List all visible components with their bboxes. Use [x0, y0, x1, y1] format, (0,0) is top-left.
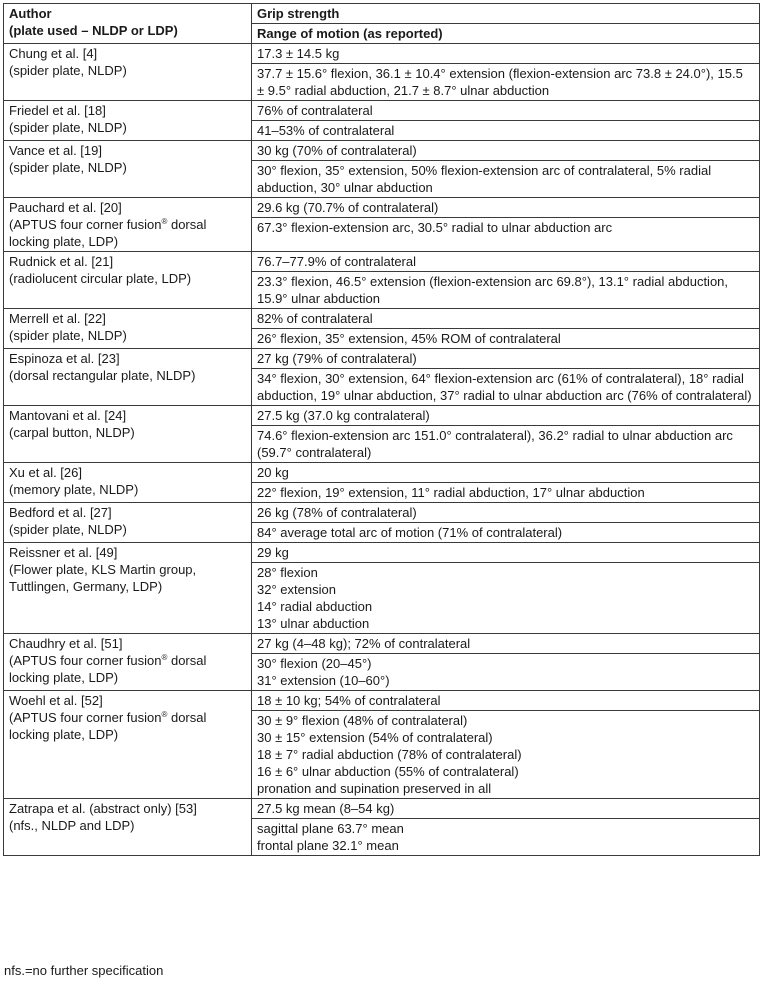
plate-description [9, 216, 245, 250]
study-row [4, 634, 760, 654]
study-row [4, 44, 760, 64]
author-name: Chung et al. [4] [9, 46, 98, 61]
header-range-of-motion: Range of motion (as reported) [252, 24, 760, 44]
range-of-motion-line: 30° flexion, 35° extension, 50% flexion-extension arc of contralateral, 5% radial abduction, 30° ulnar abduction [257, 163, 712, 195]
author-cell [4, 252, 252, 309]
grip-strength-cell: 27.5 kg mean (8–54 kg) [252, 799, 760, 819]
range-of-motion-cell [252, 819, 760, 856]
range-of-motion-cell [252, 426, 760, 463]
study-row [4, 799, 760, 819]
range-of-motion-line: 32° extension [257, 582, 336, 597]
study-row [4, 349, 760, 369]
results-table [3, 3, 760, 856]
range-of-motion-cell [252, 329, 760, 349]
header-author-cell [4, 4, 252, 44]
range-of-motion-line: 31° extension (10–60°) [257, 673, 390, 688]
author-name: Chaudhry et al. [51] [9, 636, 123, 651]
range-of-motion-cell [252, 563, 760, 634]
range-of-motion-line: 13° ulnar abduction [257, 616, 370, 631]
plate-description [9, 561, 245, 595]
plate-description [9, 817, 245, 834]
registered-mark: ® [161, 710, 168, 719]
author-name: Zatrapa et al. (abstract only) [53] [9, 801, 197, 816]
plate-text: (spider plate, NLDP) [9, 63, 127, 78]
grip-strength-cell: 26 kg (78% of contralateral) [252, 503, 760, 523]
author-name: Xu et al. [26] [9, 465, 82, 480]
plate-text: dorsal locking plate, LDP) [9, 653, 207, 685]
range-of-motion-line: 22° flexion, 19° extension, 11° radial abduction, 17° ulnar abduction [257, 485, 645, 500]
study-row [4, 503, 760, 523]
range-of-motion-cell [252, 711, 760, 799]
author-cell [4, 349, 252, 406]
plate-description [9, 709, 245, 743]
range-of-motion-line: sagittal plane 63.7° mean [257, 821, 404, 836]
range-of-motion-cell [252, 121, 760, 141]
range-of-motion-line: 18 ± 7° radial abduction (78% of contralateral) [257, 747, 522, 762]
study-row [4, 543, 760, 563]
range-of-motion-line: 84° average total arc of motion (71% of contralateral) [257, 525, 563, 540]
range-of-motion-line: 14° radial abduction [257, 599, 373, 614]
plate-text: (APTUS four corner fusion [9, 653, 162, 668]
study-row [4, 463, 760, 483]
range-of-motion-line: 34° flexion, 30° extension, 64° flexion-extension arc (61% of contralateral), 18° radial abduction, 19° ulnar abduction, 37° radial to ulnar abduction arc (76% of contralateral) [257, 371, 752, 403]
range-of-motion-line: 28° flexion [257, 565, 318, 580]
range-of-motion-cell [252, 369, 760, 406]
range-of-motion-cell [252, 218, 760, 252]
range-of-motion-line: 30° flexion (20–45°) [257, 656, 372, 671]
author-cell [4, 691, 252, 799]
plate-text: dorsal locking plate, LDP) [9, 217, 207, 249]
study-row [4, 406, 760, 426]
range-of-motion-line: 74.6° flexion-extension arc 151.0° contralateral), 36.2° radial to ulnar abduction arc (59.7° contralateral) [257, 428, 733, 460]
grip-strength-cell: 27.5 kg (37.0 kg contralateral) [252, 406, 760, 426]
author-cell [4, 141, 252, 198]
study-row [4, 198, 760, 218]
plate-text: (spider plate, NLDP) [9, 120, 127, 135]
author-cell [4, 543, 252, 634]
grip-strength-cell: 82% of contralateral [252, 309, 760, 329]
grip-strength-cell: 76% of contralateral [252, 101, 760, 121]
grip-strength-cell: 20 kg [252, 463, 760, 483]
plate-description [9, 481, 245, 498]
range-of-motion-line: 26° flexion, 35° extension, 45% ROM of contralateral [257, 331, 561, 346]
range-of-motion-cell [252, 483, 760, 503]
author-cell [4, 503, 252, 543]
plate-description [9, 270, 245, 287]
range-of-motion-cell [252, 654, 760, 691]
range-of-motion-line: 67.3° flexion-extension arc, 30.5° radial to ulnar abduction arc [257, 220, 613, 235]
grip-strength-cell: 29.6 kg (70.7% of contralateral) [252, 198, 760, 218]
grip-strength-cell: 27 kg (4–48 kg); 72% of contralateral [252, 634, 760, 654]
study-row [4, 252, 760, 272]
registered-mark: ® [161, 653, 168, 662]
plate-description [9, 327, 245, 344]
plate-text: dorsal locking plate, LDP) [9, 710, 207, 742]
plate-description [9, 652, 245, 686]
plate-text: (APTUS four corner fusion [9, 217, 162, 232]
grip-strength-cell: 30 kg (70% of contralateral) [252, 141, 760, 161]
registered-mark: ® [161, 217, 168, 226]
grip-strength-cell: 17.3 ± 14.5 kg [252, 44, 760, 64]
range-of-motion-line: 30 ± 9° flexion (48% of contralateral) [257, 713, 468, 728]
range-of-motion-line: 16 ± 6° ulnar abduction (55% of contralateral) [257, 764, 519, 779]
header-author-sublabel: (plate used – NLDP or LDP) [9, 23, 178, 38]
author-name: Woehl et al. [52] [9, 693, 103, 708]
header-author-label: Author [9, 6, 52, 21]
plate-text: (APTUS four corner fusion [9, 710, 162, 725]
author-cell [4, 406, 252, 463]
grip-strength-cell: 29 kg [252, 543, 760, 563]
table-footnote: nfs.=no further specification [4, 963, 164, 978]
author-name: Vance et al. [19] [9, 143, 102, 158]
author-name: Pauchard et al. [20] [9, 200, 122, 215]
grip-strength-cell: 18 ± 10 kg; 54% of contralateral [252, 691, 760, 711]
author-cell [4, 634, 252, 691]
plate-text: (carpal button, NLDP) [9, 425, 135, 440]
range-of-motion-cell [252, 523, 760, 543]
range-of-motion-line: 30 ± 15° extension (54% of contralateral) [257, 730, 493, 745]
plate-text: (spider plate, NLDP) [9, 328, 127, 343]
range-of-motion-line: frontal plane 32.1° mean [257, 838, 399, 853]
range-of-motion-line: 37.7 ± 15.6° flexion, 36.1 ± 10.4° extension (flexion-extension arc 73.8 ± 24.0°), 15.5 ± 9.5° radial abduction, 21.7 ± 8.7° ulnar abduction [257, 66, 743, 98]
author-name: Bedford et al. [27] [9, 505, 112, 520]
author-cell [4, 309, 252, 349]
range-of-motion-line: pronation and supination preserved in all [257, 781, 492, 796]
author-name: Reissner et al. [49] [9, 545, 118, 560]
plate-text: (radiolucent circular plate, LDP) [9, 271, 192, 286]
header-row [4, 4, 760, 24]
author-cell [4, 463, 252, 503]
plate-text: (nfs., NLDP and LDP) [9, 818, 135, 833]
range-of-motion-cell [252, 64, 760, 101]
grip-strength-cell: 27 kg (79% of contralateral) [252, 349, 760, 369]
author-cell [4, 198, 252, 252]
plate-text: (Flower plate, KLS Martin group, Tuttlingen, Germany, LDP) [9, 562, 197, 594]
author-name: Merrell et al. [22] [9, 311, 106, 326]
range-of-motion-cell [252, 161, 760, 198]
header-grip-strength: Grip strength [252, 4, 760, 24]
author-cell [4, 799, 252, 856]
plate-description [9, 424, 245, 441]
plate-text: (memory plate, NLDP) [9, 482, 139, 497]
range-of-motion-line: 41–53% of contralateral [257, 123, 395, 138]
study-row [4, 309, 760, 329]
author-name: Mantovani et al. [24] [9, 408, 127, 423]
plate-text: (spider plate, NLDP) [9, 522, 127, 537]
plate-description [9, 367, 245, 384]
author-cell [4, 44, 252, 101]
plate-text: (spider plate, NLDP) [9, 160, 127, 175]
plate-description [9, 119, 245, 136]
author-name: Rudnick et al. [21] [9, 254, 114, 269]
grip-strength-cell: 76.7–77.9% of contralateral [252, 252, 760, 272]
range-of-motion-line: 23.3° flexion, 46.5° extension (flexion-extension arc 69.8°), 13.1° radial abduction, 15.9° ulnar abduction [257, 274, 729, 306]
study-row [4, 691, 760, 711]
author-name: Friedel et al. [18] [9, 103, 106, 118]
study-row [4, 101, 760, 121]
author-cell [4, 101, 252, 141]
study-row [4, 141, 760, 161]
plate-description [9, 521, 245, 538]
author-name: Espinoza et al. [23] [9, 351, 120, 366]
plate-description [9, 62, 245, 79]
range-of-motion-cell [252, 272, 760, 309]
plate-text: (dorsal rectangular plate, NLDP) [9, 368, 196, 383]
plate-description [9, 159, 245, 176]
